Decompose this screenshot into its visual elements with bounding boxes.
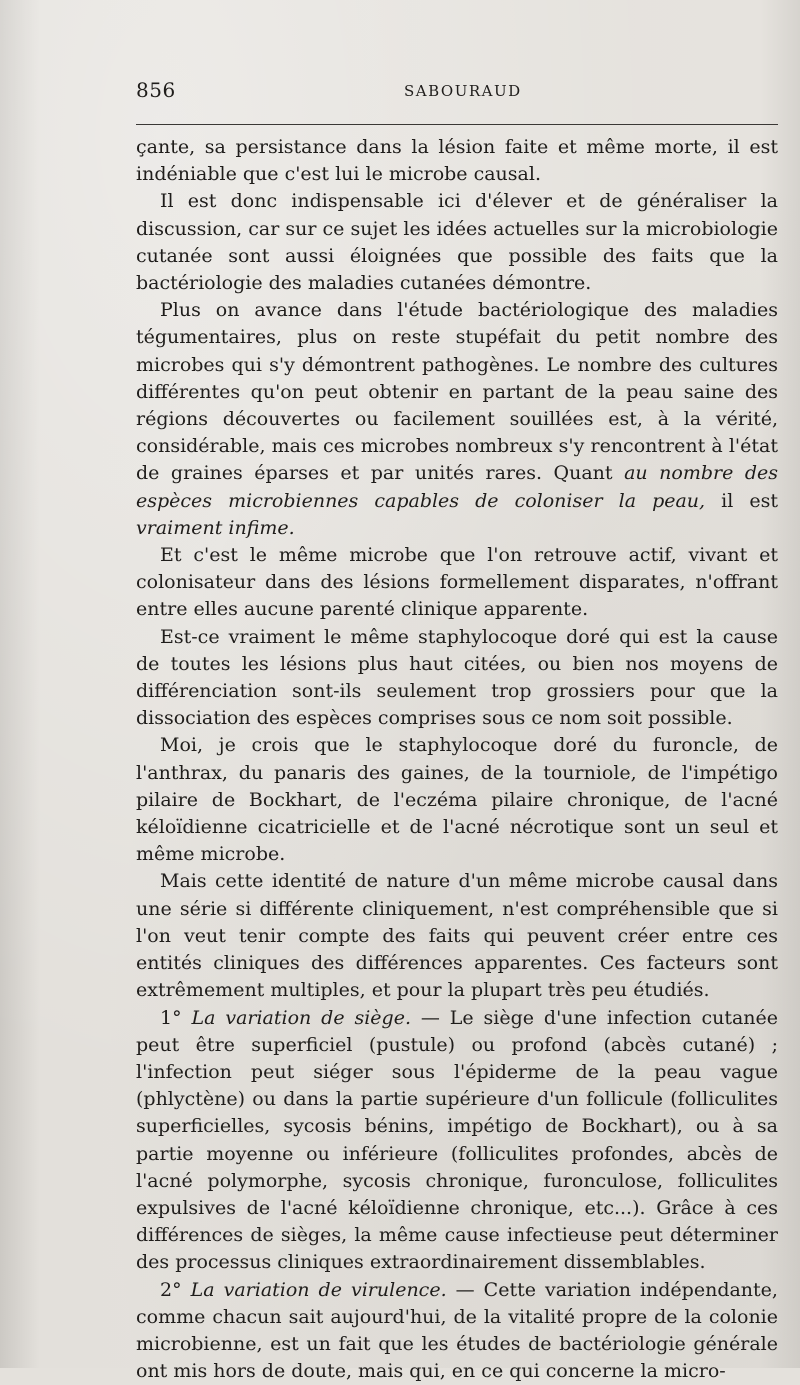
paragraph-text: Moi, je crois que le staphylocoque doré du furoncle, de l'anthrax, du panaris des gaines, de la tourniole, de l'impétigo pilaire de Bockhart, de l'eczéma pilaire chronique, de l'acné kéloïdienne cicatricielle et de l'acné nécrotique sont un seul et même microbe. bbox=[136, 734, 778, 866]
italic-phrase: au nombre des espèces microbiennes capables de coloniser la peau, bbox=[136, 462, 778, 512]
paragraph bbox=[136, 542, 778, 624]
header-title: SABOURAUD bbox=[404, 82, 522, 100]
paragraph bbox=[136, 624, 778, 733]
paragraph-text: Et c'est le même microbe que l'on retrouve actif, vivant et colonisateur dans des lésions formellement disparates, n'offrant entre elles aucune parenté clinique apparente. bbox=[136, 544, 778, 621]
paragraph-text: il est bbox=[721, 489, 778, 512]
body-text bbox=[136, 134, 778, 1385]
section-number: 2° bbox=[160, 1278, 182, 1301]
italic-phrase: vraiment infime. bbox=[136, 516, 295, 539]
header-rule bbox=[136, 124, 778, 125]
paragraph bbox=[136, 297, 778, 542]
section-heading: La variation de siège. bbox=[191, 1006, 411, 1029]
paragraph-text: Est-ce vraiment le même staphylocoque doré qui est la cause de toutes les lésions plus haut citées, ou bien nos moyens de différenciation sont-ils seulement trop grossiers pour que la dissociation des espèces comprises sous ce nom soit possible. bbox=[136, 625, 778, 730]
paragraph-text: Mais cette identité de nature d'un même microbe causal dans une série si différente cliniquement, n'est compréhensible que si l'on veut tenir compte des faits qui peuvent créer entre ces entités cliniques des différences apparentes. Ces facteurs sont extrêmement multiples, et pour la plupart très peu étudiés. bbox=[136, 870, 778, 1002]
paragraph bbox=[136, 868, 778, 1004]
running-head bbox=[136, 78, 776, 108]
paragraph bbox=[136, 732, 778, 868]
section-number: 1° bbox=[160, 1006, 182, 1029]
paragraph-text: — Cette variation indépendante, comme chacun sait aujourd'hui, de la vitalité propre de la colonie microbienne, est un fait que les études de bactériologie générale ont mis hors de doute, mais qui, en ce qui concerne la micro- bbox=[136, 1278, 778, 1383]
paragraph-text: Plus on avance dans l'étude bactériologique des maladies tégumentaires, plus on reste stupéfait du petit nombre des microbes qui s'y démontrent pathogènes. Le nombre des cultures différentes qu'on peut obtenir en partant de la peau saine des régions découvertes ou facilement souillées est, à la vérité, considérable, mais ces microbes nombreux s'y rencontrent à l'état de graines éparses et par unités rares. Quant bbox=[136, 299, 778, 485]
paragraph-text: Il est donc indispensable ici d'élever et de généraliser la discussion, car sur ce sujet les idées actuelles sur la microbiologie cutanée sont aussi éloignées que possible des faits que la bactériologie des maladies cutanées démontre. bbox=[136, 190, 778, 295]
paragraph-continuation bbox=[136, 134, 778, 188]
section-paragraph bbox=[136, 1005, 778, 1277]
section-paragraph bbox=[136, 1277, 778, 1385]
paragraph bbox=[136, 188, 778, 297]
page-number: 856 bbox=[136, 78, 176, 102]
paragraph-text: — Le siège d'une infection cutanée peut être superficiel (pustule) ou profond (abcès cutané) ; l'infection peut siéger sous l'épiderme de la peau vague (phlyctène) ou dans la partie supérieure d'un follicule (folliculites superficielles, sycosis bénins, impétigo de Bockhart), ou à sa partie moyenne ou inférieure (folliculites profondes, abcès de l'acné polymorphe, sycosis chronique, furonculose, folliculites expulsives de l'acné kéloïdienne chronique, etc...). Grâce à ces différences de sièges, la même cause infectieuse peut déterminer des processus cliniques extraordinairement dissemblables. bbox=[136, 1006, 779, 1274]
section-heading: La variation de virulence. bbox=[190, 1278, 447, 1301]
paragraph-text: çante, sa persistance dans la lésion faite et même morte, il est indéniable que c'est lui le microbe causal. bbox=[136, 136, 778, 186]
